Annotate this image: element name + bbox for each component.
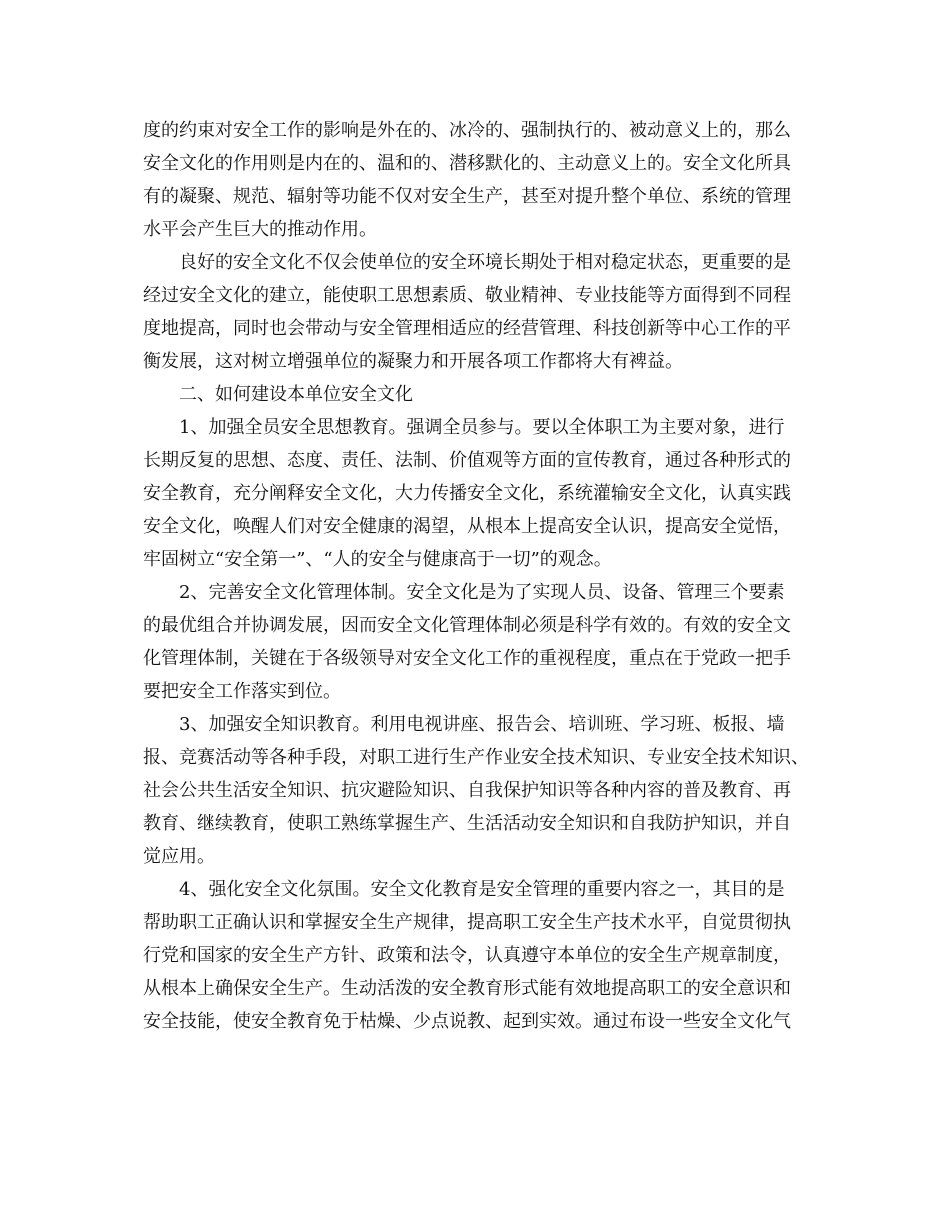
text-line: 化管理体制，关键在于各级领导对安全文化工作的重视程度，重点在于党政一把手 — [143, 648, 791, 669]
text-line: 度的约束对安全工作的影响是外在的、冰冷的、强制执行的、被动意义上的，那么 — [143, 120, 791, 141]
text-line: 社会公共生活安全知识、抗灾避险知识、自我保护知识等各种内容的普及教育、再 — [143, 780, 791, 801]
text-line: 牢固树立“安全第一”、“人的安全与健康高于一切”的观念。 — [143, 549, 612, 570]
text-line: 的最优组合并协调发展，因而安全文化管理体制必须是科学有效的。有效的安全文 — [143, 615, 791, 636]
text-line: 4、强化安全文化氛围。安全文化教育是安全管理的重要内容之一，其目的是 — [179, 879, 785, 900]
text-line: 从根本上确保安全生产。生动活泼的安全教育形式能有效地提高职工的安全意识和 — [143, 978, 791, 999]
text-line: 有的凝聚、规范、辐射等功能不仅对安全生产，甚至对提升整个单位、系统的管理 — [143, 186, 791, 207]
text-line: 度地提高，同时也会带动与安全管理相适应的经营管理、科技创新等中心工作的平 — [143, 318, 791, 339]
document-body — [143, 114, 823, 1038]
text-line: 1、加强全员安全思想教育。强调全员参与。要以全体职工为主要对象，进行 — [179, 417, 785, 438]
text-line: 二、如何建设本单位安全文化 — [179, 384, 413, 405]
text-line: 安全文化，唤醒人们对安全健康的渴望，从根本上提高安全认识，提高安全觉悟， — [143, 516, 791, 537]
text-line: 行党和国家的安全生产方针、政策和法令，认真遵守本单位的安全生产规章制度， — [143, 945, 791, 966]
text-line: 长期反复的思想、态度、责任、法制、价值观等方面的宣传教育，通过各种形式的 — [143, 450, 791, 471]
text-line: 2、完善安全文化管理体制。安全文化是为了实现人员、设备、管理三个要素 — [179, 582, 785, 603]
text-line: 报、竞赛活动等各种手段，对职工进行生产作业安全技术知识、专业安全技术知识、 — [143, 747, 809, 768]
text-line: 经过安全文化的建立，能使职工思想素质、敬业精神、专业技能等方面得到不同程 — [143, 285, 791, 306]
text-line: 3、加强安全知识教育。利用电视讲座、报告会、培训班、学习班、板报、墙 — [179, 714, 785, 735]
text-line: 安全教育，充分阐释安全文化，大力传播安全文化，系统灌输安全文化，认真实践 — [143, 483, 791, 504]
text-line: 帮助职工正确认识和掌握安全生产规律，提高职工安全生产技术水平，自觉贯彻执 — [143, 912, 791, 933]
text-line: 衡发展，这对树立增强单位的凝聚力和开展各项工作都将大有裨益。 — [143, 351, 683, 372]
text-line: 教育、继续教育，使职工熟练掌握生产、生活活动安全知识和自我防护知识，并自 — [143, 813, 791, 834]
text-line: 安全技能，使安全教育免于枯燥、少点说教、起到实效。通过布设一些安全文化气 — [143, 1011, 791, 1032]
text-line: 觉应用。 — [143, 846, 215, 867]
text-line: 安全文化的作用则是内在的、温和的、潜移默化的、主动意义上的。安全文化所具 — [143, 153, 791, 174]
text-line: 良好的安全文化不仅会使单位的安全环境长期处于相对稳定状态，更重要的是 — [179, 252, 791, 273]
text-line: 水平会产生巨大的推动作用。 — [143, 219, 377, 240]
text-line: 要把安全工作落实到位。 — [143, 681, 341, 702]
